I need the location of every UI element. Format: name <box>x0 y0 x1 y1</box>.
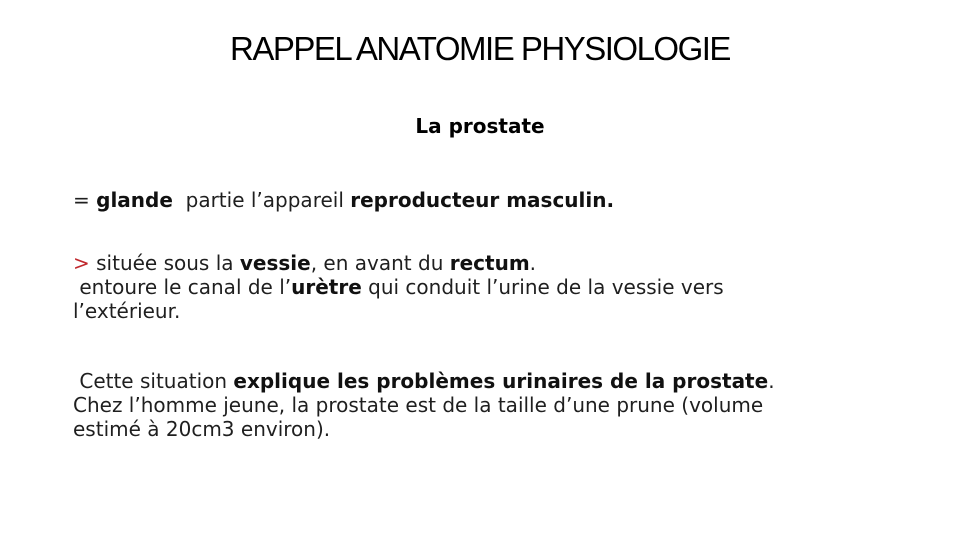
definition-bold-glande: glande <box>96 188 173 212</box>
explanation-bold: explique les problèmes urinaires de la prostate <box>233 369 769 393</box>
location-line2-text-1: entoure le canal de l’ <box>73 275 292 299</box>
explanation-line-2: Chez l’homme jeune, la prostate est de la taille d’une prune (volume <box>73 393 764 417</box>
definition-line <box>73 188 614 212</box>
paragraph-definition <box>73 188 614 212</box>
location-bold-vessie: vessie <box>239 251 311 275</box>
location-line2-text-2: qui conduit l’urine de la vessie vers <box>361 275 724 299</box>
slide-subtitle <box>0 114 960 138</box>
definition-bold-reproducteur: reproducteur masculin. <box>350 188 615 212</box>
location-line-2 <box>73 275 724 299</box>
location-text-3: . <box>529 251 537 275</box>
paragraph-explanation <box>73 369 873 441</box>
location-text-1: située sous la <box>89 251 240 275</box>
explanation-line-1 <box>73 369 873 393</box>
location-bold-uretre: urètre <box>291 275 362 299</box>
subtitle-text: La prostate <box>415 114 545 138</box>
paragraph-location <box>73 251 724 323</box>
location-line-3: l’extérieur. <box>73 299 181 323</box>
slide-title: RAPPEL ANATOMIE PHYSIOLOGIE <box>230 30 730 67</box>
location-text-2: , en avant du <box>310 251 450 275</box>
arrow-marker-icon: > <box>73 251 90 275</box>
explanation-text-2: . <box>768 369 775 393</box>
definition-text: partie l’appareil <box>172 188 351 212</box>
location-bold-rectum: rectum <box>449 251 530 275</box>
definition-prefix: = <box>73 188 97 212</box>
explanation-text-1: Cette situation <box>73 369 234 393</box>
explanation-line-3: estimé à 20cm3 environ). <box>73 417 331 441</box>
location-line-1 <box>73 251 724 275</box>
